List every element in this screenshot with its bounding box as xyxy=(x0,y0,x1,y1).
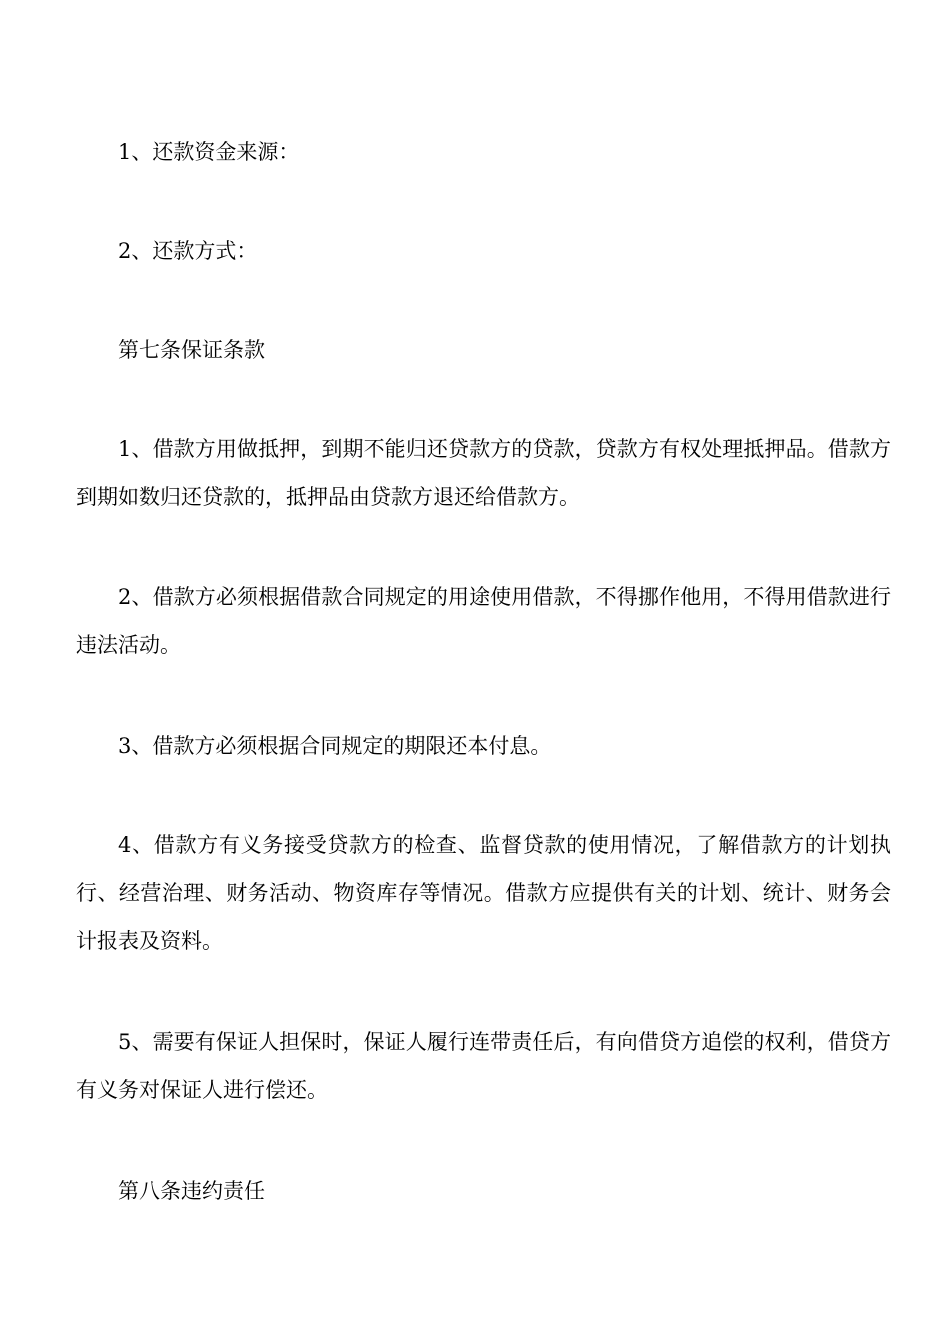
paragraph-clause-7-4: 4、借款方有义务接受贷款方的检查、监督贷款的使用情况，了解借款方的计划执行、经营治理、财务活动、物资库存等情况。借款方应提供有关的计划、统计、财务会计报表及资料。 xyxy=(76,833,891,953)
paragraph-repayment-source: 1、还款资金来源： xyxy=(118,140,300,164)
paragraph-clause-7-2: 2、借款方必须根据借款合同规定的用途使用借款，不得挪作他用，不得用借款进行违法活动。 xyxy=(76,585,891,657)
paragraph-repayment-method: 2、还款方式： xyxy=(118,239,258,263)
paragraph-clause-7-3: 3、借款方必须根据合同规定的期限还本付息。 xyxy=(118,734,552,758)
paragraph-clause-7-1: 1、借款方用做抵押，到期不能归还贷款方的贷款，贷款方有权处理抵押品。借款方到期如数归还贷款的，抵押品由贷款方退还给借款方。 xyxy=(76,437,891,509)
paragraph-clause-7-5: 5、需要有保证人担保时，保证人履行连带责任后，有向借贷方追偿的权利，借贷方有义务对保证人进行偿还。 xyxy=(76,1030,891,1102)
heading-article-seven: 第七条保证条款 xyxy=(118,338,265,362)
heading-article-eight: 第八条违约责任 xyxy=(118,1179,265,1203)
